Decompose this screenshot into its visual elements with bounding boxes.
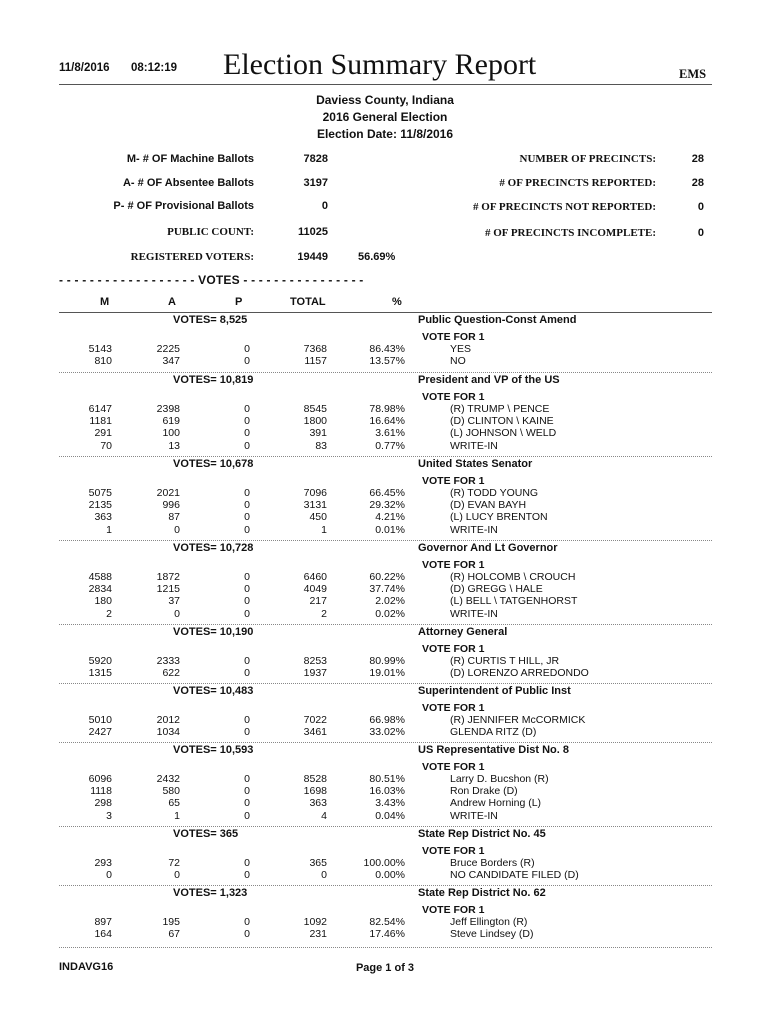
race-title: President and VP of the US xyxy=(418,374,560,386)
machine-votes: 298 xyxy=(94,797,112,810)
col-header-total: TOTAL xyxy=(290,296,326,308)
machine-votes: 897 xyxy=(94,916,112,928)
absentee-votes: 1034 xyxy=(156,726,180,739)
vote-percent: 3.43% xyxy=(375,797,405,810)
vote-for-label: VOTE FOR 1 xyxy=(422,643,485,655)
machine-votes: 5010 xyxy=(88,714,112,726)
votes-section-header: - - - - - - - - - - - - - - - - - - VOTES - - - - - - - - - - - - - - - - xyxy=(59,273,364,287)
vote-percent: 80.99% xyxy=(369,655,405,667)
precinct-value: 0 xyxy=(697,201,704,213)
vote-for-label: VOTE FOR 1 xyxy=(422,391,485,403)
provisional-votes: 0 xyxy=(244,809,250,822)
precinct-label: # OF PRECINCTS NOT REPORTED: xyxy=(473,201,656,213)
precinct-label: # OF PRECINCTS INCOMPLETE: xyxy=(484,227,656,239)
candidate-name: WRITE-IN xyxy=(450,607,498,620)
election-name: 2016 General Election xyxy=(322,110,448,124)
race-title: Superintendent of Public Inst xyxy=(418,685,571,697)
provisional-votes: 0 xyxy=(244,655,250,667)
total-votes: 7096 xyxy=(303,487,327,499)
vote-percent: 60.22% xyxy=(369,571,405,583)
provisional-votes: 0 xyxy=(244,415,250,428)
machine-votes: 810 xyxy=(94,355,112,368)
machine-votes: 6147 xyxy=(88,403,112,415)
summary-value: 7828 xyxy=(303,153,328,165)
absentee-votes: 0 xyxy=(174,869,180,882)
machine-votes: 2834 xyxy=(88,583,112,596)
candidate-name: (R) CURTIS T HILL, JR xyxy=(450,655,560,667)
page-number: Page 1 of 3 xyxy=(355,962,415,974)
vote-for-label: VOTE FOR 1 xyxy=(422,904,485,916)
absentee-votes: 2333 xyxy=(156,655,180,667)
total-votes: 7368 xyxy=(303,343,327,355)
race-title: State Rep District No. 45 xyxy=(418,828,546,840)
turnout-percent: 56.69% xyxy=(358,251,396,263)
race-title: Governor And Lt Governor xyxy=(418,542,558,554)
absentee-votes: 37 xyxy=(168,595,180,608)
summary-value: 19449 xyxy=(297,251,328,263)
provisional-votes: 0 xyxy=(244,511,250,524)
absentee-votes: 195 xyxy=(162,916,180,928)
total-votes: 8253 xyxy=(303,655,327,667)
absentee-votes: 0 xyxy=(174,607,180,620)
absentee-votes: 2225 xyxy=(156,343,180,355)
vote-percent: 86.43% xyxy=(369,343,405,355)
vote-percent: 4.21% xyxy=(375,511,405,524)
vote-percent: 66.45% xyxy=(369,487,405,499)
provisional-votes: 0 xyxy=(244,571,250,583)
vote-percent: 16.64% xyxy=(369,415,405,428)
provisional-votes: 0 xyxy=(244,928,250,941)
candidate-name: Steve Lindsey (D) xyxy=(450,928,534,941)
provisional-votes: 0 xyxy=(244,785,250,798)
machine-votes: 4588 xyxy=(88,571,112,583)
total-votes: 217 xyxy=(309,595,327,608)
footer-rule xyxy=(59,947,712,948)
race-votes-total: VOTES= 1,323 xyxy=(173,887,248,899)
race-title: Attorney General xyxy=(418,626,508,638)
total-votes: 7022 xyxy=(303,714,327,726)
provisional-votes: 0 xyxy=(244,726,250,739)
vote-for-label: VOTE FOR 1 xyxy=(422,761,485,773)
total-votes: 3131 xyxy=(303,499,327,512)
precinct-value: 28 xyxy=(691,177,704,189)
candidate-name: (D) GREGG \ HALE xyxy=(450,583,543,596)
election-date: Election Date: 11/8/2016 xyxy=(316,127,454,141)
vote-percent: 100.00% xyxy=(363,857,405,869)
precinct-label: # OF PRECINCTS REPORTED: xyxy=(499,177,656,189)
candidate-name: WRITE-IN xyxy=(450,523,498,536)
provisional-votes: 0 xyxy=(244,607,250,620)
machine-votes: 293 xyxy=(94,857,112,869)
total-votes: 3461 xyxy=(303,726,327,739)
race-separator xyxy=(59,624,712,625)
absentee-votes: 0 xyxy=(174,523,180,536)
candidate-name: WRITE-IN xyxy=(450,439,498,452)
report-time: 08:12:19 xyxy=(131,62,178,74)
total-votes: 8528 xyxy=(303,773,327,785)
race-votes-total: VOTES= 10,483 xyxy=(173,685,254,697)
candidate-name: YES xyxy=(450,343,472,355)
provisional-votes: 0 xyxy=(244,523,250,536)
race-title: State Rep District No. 62 xyxy=(418,887,546,899)
provisional-votes: 0 xyxy=(244,427,250,440)
vote-for-label: VOTE FOR 1 xyxy=(422,702,485,714)
vote-for-label: VOTE FOR 1 xyxy=(422,331,485,343)
candidate-name: Andrew Horning (L) xyxy=(450,797,542,810)
provisional-votes: 0 xyxy=(244,343,250,355)
total-votes: 6460 xyxy=(303,571,327,583)
report-date: 11/8/2016 xyxy=(59,62,110,74)
absentee-votes: 1872 xyxy=(156,571,180,583)
absentee-votes: 996 xyxy=(162,499,180,512)
provisional-votes: 0 xyxy=(244,487,250,499)
total-votes: 450 xyxy=(309,511,327,524)
absentee-votes: 72 xyxy=(168,857,180,869)
race-separator xyxy=(59,885,712,886)
provisional-votes: 0 xyxy=(244,797,250,810)
absentee-votes: 2398 xyxy=(156,403,180,415)
absentee-votes: 2012 xyxy=(156,714,180,726)
vote-percent: 78.98% xyxy=(369,403,405,415)
candidate-name: Jeff Ellington (R) xyxy=(450,916,528,928)
candidate-name: (R) HOLCOMB \ CROUCH xyxy=(450,571,576,583)
candidate-name: (L) JOHNSON \ WELD xyxy=(450,427,557,440)
provisional-votes: 0 xyxy=(244,499,250,512)
absentee-votes: 580 xyxy=(162,785,180,798)
provisional-votes: 0 xyxy=(244,403,250,415)
total-votes: 4 xyxy=(321,809,327,822)
vote-percent: 82.54% xyxy=(369,916,405,928)
machine-votes: 164 xyxy=(94,928,112,941)
absentee-votes: 2432 xyxy=(156,773,180,785)
vote-percent: 0.00% xyxy=(375,869,405,882)
vote-percent: 0.02% xyxy=(375,607,405,620)
provisional-votes: 0 xyxy=(244,857,250,869)
race-separator xyxy=(59,826,712,827)
absentee-votes: 2021 xyxy=(156,487,180,499)
machine-votes: 1 xyxy=(106,523,112,536)
candidate-name: WRITE-IN xyxy=(450,809,498,822)
machine-votes: 5143 xyxy=(88,343,112,355)
total-votes: 391 xyxy=(309,427,327,440)
candidate-name: (D) CLINTON \ KAINE xyxy=(450,415,554,428)
summary-value: 3197 xyxy=(303,177,328,189)
col-header-pct: % xyxy=(392,296,402,308)
provisional-votes: 0 xyxy=(244,667,250,680)
machine-votes: 5075 xyxy=(88,487,112,499)
provisional-votes: 0 xyxy=(244,355,250,368)
machine-votes: 3 xyxy=(106,809,112,822)
race-title: Public Question-Const Amend xyxy=(418,314,577,326)
provisional-votes: 0 xyxy=(244,439,250,452)
machine-votes: 1118 xyxy=(90,785,112,798)
county-name: Daviess County, Indiana xyxy=(316,93,454,107)
candidate-name: (R) TRUMP \ PENCE xyxy=(450,403,550,415)
absentee-votes: 100 xyxy=(162,427,180,440)
machine-votes: 291 xyxy=(94,427,112,440)
total-votes: 365 xyxy=(309,857,327,869)
absentee-votes: 622 xyxy=(162,667,180,680)
total-votes: 1157 xyxy=(304,355,327,368)
race-separator xyxy=(59,372,712,373)
candidate-name: (L) BELL \ TATGENHORST xyxy=(450,595,578,608)
provisional-votes: 0 xyxy=(244,583,250,596)
vote-percent: 3.61% xyxy=(375,427,405,440)
vote-for-label: VOTE FOR 1 xyxy=(422,845,485,857)
absentee-votes: 65 xyxy=(168,797,180,810)
race-votes-total: VOTES= 10,593 xyxy=(173,744,254,756)
precinct-value: 28 xyxy=(691,153,704,165)
race-votes-total: VOTES= 8,525 xyxy=(173,314,248,326)
machine-votes: 5920 xyxy=(88,655,112,667)
total-votes: 1698 xyxy=(303,785,327,798)
report-code: INDAVG16 xyxy=(59,961,114,973)
candidate-name: Bruce Borders (R) xyxy=(450,857,535,869)
report-title: Election Summary Report xyxy=(223,48,537,81)
machine-votes: 2 xyxy=(106,607,112,620)
candidate-name: Larry D. Bucshon (R) xyxy=(450,773,549,785)
total-votes: 4049 xyxy=(303,583,327,596)
summary-value: 0 xyxy=(321,200,328,212)
race-separator xyxy=(59,456,712,457)
candidate-name: (L) LUCY BRENTON xyxy=(450,511,548,524)
col-header-p: P xyxy=(235,296,243,308)
vote-percent: 0.04% xyxy=(375,809,405,822)
machine-votes: 70 xyxy=(100,439,112,452)
total-votes: 8545 xyxy=(303,403,327,415)
machine-votes: 363 xyxy=(94,511,112,524)
absentee-votes: 67 xyxy=(168,928,180,941)
vote-percent: 16.03% xyxy=(369,785,405,798)
race-separator xyxy=(59,742,712,743)
summary-label: REGISTERED VOTERS: xyxy=(130,251,254,263)
total-votes: 0 xyxy=(321,869,327,882)
total-votes: 1937 xyxy=(303,667,327,680)
total-votes: 1 xyxy=(321,523,327,536)
machine-votes: 180 xyxy=(94,595,112,608)
total-votes: 1800 xyxy=(303,415,327,428)
machine-votes: 1315 xyxy=(88,667,112,680)
header-rule xyxy=(59,84,712,85)
candidate-name: (D) EVAN BAYH xyxy=(450,499,527,512)
provisional-votes: 0 xyxy=(244,869,250,882)
provisional-votes: 0 xyxy=(244,916,250,928)
machine-votes: 2135 xyxy=(88,499,112,512)
provisional-votes: 0 xyxy=(244,595,250,608)
candidate-name: Ron Drake (D) xyxy=(450,785,518,798)
machine-votes: 2427 xyxy=(88,726,112,739)
vote-percent: 0.01% xyxy=(375,523,405,536)
machine-votes: 0 xyxy=(106,869,112,882)
candidate-name: (D) LORENZO ARREDONDO xyxy=(450,667,589,680)
race-votes-total: VOTES= 365 xyxy=(173,828,239,840)
vote-percent: 0.77% xyxy=(375,439,405,452)
race-votes-total: VOTES= 10,819 xyxy=(173,374,254,386)
vote-percent: 29.32% xyxy=(369,499,405,512)
candidate-name: NO CANDIDATE FILED (D) xyxy=(450,869,579,882)
summary-label: M- # OF Machine Ballots xyxy=(126,153,254,165)
vote-percent: 2.02% xyxy=(375,595,405,608)
precinct-value: 0 xyxy=(697,227,704,239)
total-votes: 2 xyxy=(321,607,327,620)
col-header-m: M xyxy=(100,296,110,308)
absentee-votes: 619 xyxy=(162,415,180,428)
vote-percent: 66.98% xyxy=(369,714,405,726)
absentee-votes: 1215 xyxy=(156,583,180,596)
provisional-votes: 0 xyxy=(244,714,250,726)
summary-label: A- # OF Absentee Ballots xyxy=(122,177,254,189)
vote-percent: 37.74% xyxy=(369,583,405,596)
col-header-a: A xyxy=(168,296,176,308)
vote-percent: 33.02% xyxy=(369,726,405,739)
machine-votes: 1181 xyxy=(89,415,112,428)
total-votes: 363 xyxy=(309,797,327,810)
race-separator xyxy=(59,540,712,541)
race-title: United States Senator xyxy=(418,458,533,470)
vote-percent: 17.46% xyxy=(369,928,405,941)
race-title: US Representative Dist No. 8 xyxy=(418,744,569,756)
race-separator xyxy=(59,683,712,684)
absentee-votes: 1 xyxy=(174,809,180,822)
vote-percent: 19.01% xyxy=(369,667,405,680)
candidate-name: GLENDA RITZ (D) xyxy=(450,726,537,739)
system-label: EMS xyxy=(679,67,707,81)
vote-for-label: VOTE FOR 1 xyxy=(422,475,485,487)
machine-votes: 6096 xyxy=(88,773,112,785)
summary-label: PUBLIC COUNT: xyxy=(167,226,254,238)
race-votes-total: VOTES= 10,190 xyxy=(173,626,254,638)
absentee-votes: 347 xyxy=(162,355,180,368)
total-votes: 231 xyxy=(309,928,327,941)
candidate-name: (R) JENNIFER McCORMICK xyxy=(450,714,586,726)
total-votes: 83 xyxy=(315,439,327,452)
absentee-votes: 87 xyxy=(168,511,180,524)
vote-for-label: VOTE FOR 1 xyxy=(422,559,485,571)
total-votes: 1092 xyxy=(303,916,327,928)
absentee-votes: 13 xyxy=(168,439,180,452)
columns-rule xyxy=(59,312,712,313)
race-votes-total: VOTES= 10,728 xyxy=(173,542,254,554)
candidate-name: (R) TODD YOUNG xyxy=(450,487,539,499)
precinct-label: NUMBER OF PRECINCTS: xyxy=(519,153,656,165)
summary-label: P- # OF Provisional Ballots xyxy=(113,200,254,212)
candidate-name: NO xyxy=(450,355,466,368)
provisional-votes: 0 xyxy=(244,773,250,785)
vote-percent: 80.51% xyxy=(369,773,405,785)
vote-percent: 13.57% xyxy=(369,355,405,368)
race-votes-total: VOTES= 10,678 xyxy=(173,458,254,470)
summary-value: 11025 xyxy=(298,226,328,238)
